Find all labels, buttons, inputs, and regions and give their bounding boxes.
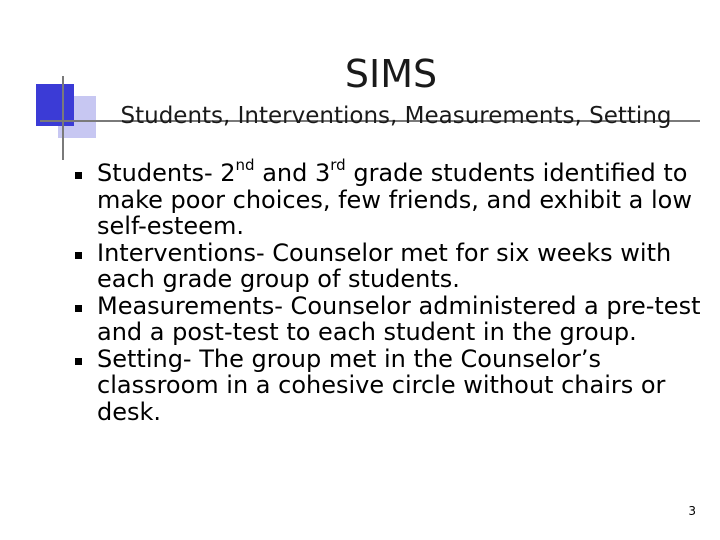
bullet-text-interventions: Interventions- Counselor met for six weeks with each grade group of students. (97, 238, 672, 293)
slide-title: SIMS (344, 52, 438, 96)
bullet-text-part: and 3 (254, 159, 331, 187)
ordinal-suffix: rd (330, 156, 346, 174)
page-number: 3 (688, 504, 696, 518)
square-bullet-icon (75, 252, 82, 259)
bullet-text-setting: Setting- The group met in the Counselor’s classroom in a cohesive circle without chairs or desk. (97, 344, 666, 426)
square-bullet-icon (75, 358, 82, 365)
bullet-item-measurements (76, 293, 716, 346)
ordinal-suffix: nd (235, 156, 255, 174)
bullet-item-setting (76, 346, 716, 426)
decor-vertical-rule (62, 76, 64, 160)
bullet-text-students (97, 156, 692, 240)
bullet-text-measurements: Measurements- Counselor administered a pre-test and a post-test to each student in the group. (97, 291, 701, 346)
bullet-text-part: Students- 2 (97, 159, 236, 187)
bullet-list (76, 156, 716, 426)
square-bullet-icon (75, 172, 82, 179)
bullet-text-part: grade students identified to make poor choices, few friends, and exhibit a low self-esteem. (97, 159, 692, 240)
square-bullet-icon (75, 305, 82, 312)
slide-subtitle: Students, Interventions, Measurements, Setting (120, 103, 672, 129)
bullet-item-interventions (76, 240, 716, 293)
bullet-item-students (76, 156, 716, 240)
